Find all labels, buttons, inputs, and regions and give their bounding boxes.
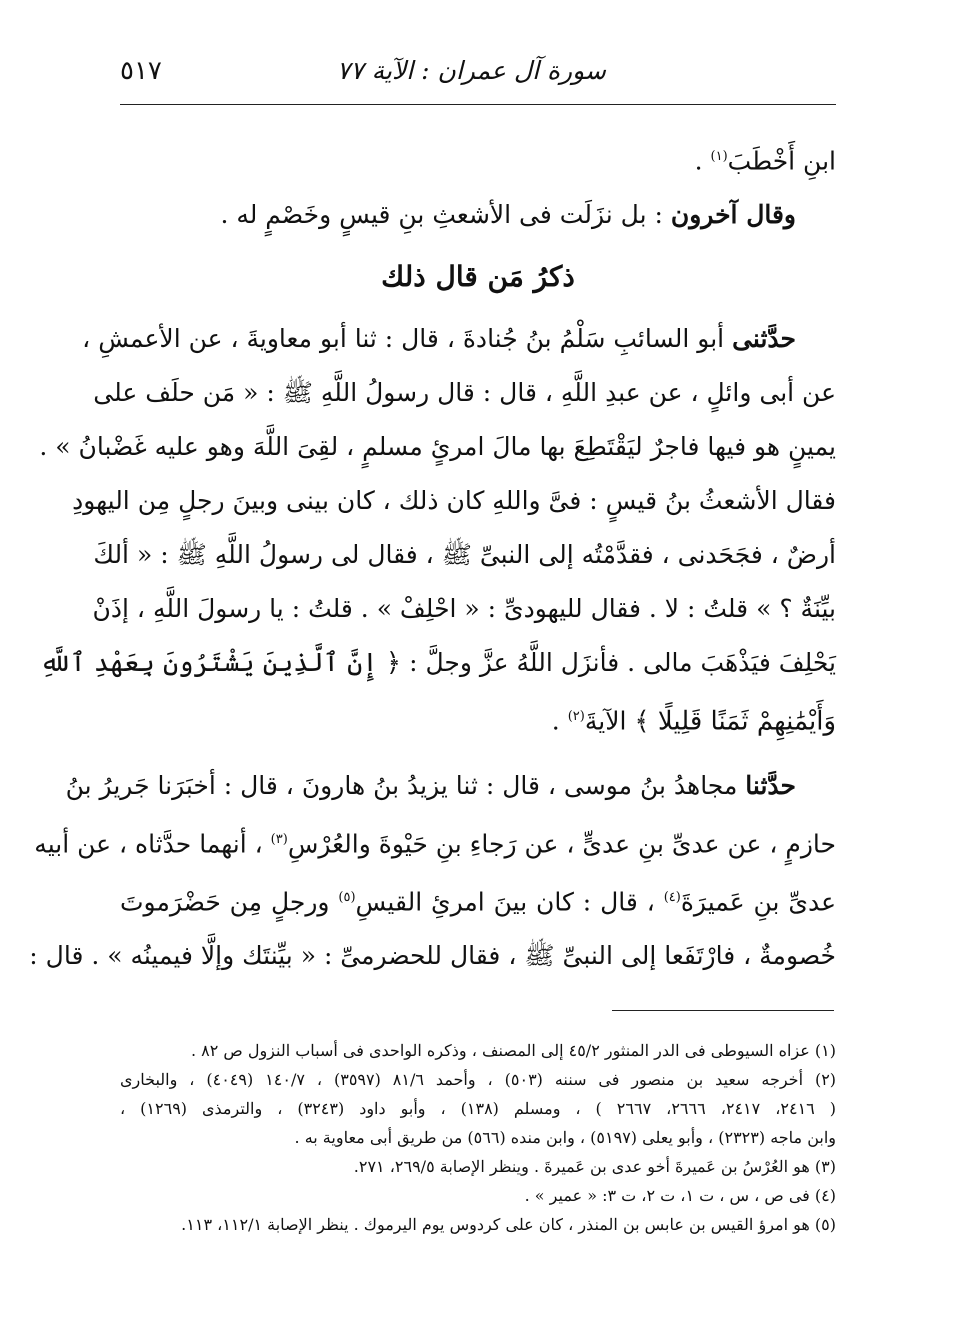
text-segment: مجاهدُ بنُ موسى ، قال : ثنا يزيدُ بنُ هارونَ ، قال : أخبَرَنا جَريرُ بنُ — [65, 770, 746, 800]
text-segment: : بل نزَلَت فى الأشعثِ بنِ قيسٍ وخَصْمٍ له . — [220, 200, 671, 230]
text-segment: ، قال : كان بينَ امرئِ القيسِ — [355, 887, 664, 917]
text-segment: ابنِ أَخْطَبَ — [727, 146, 836, 176]
footnote-marker: (٢) — [567, 709, 585, 725]
quran-verse: ﴿ إِنَّ ٱلَّذِينَ يَشْتَرُونَ بِعَهْدِ ٱللَّهِ — [39, 648, 402, 679]
footnote-marker: (٤) — [663, 889, 681, 905]
text-line — [82, 312, 836, 366]
footnote-4: (٤) فى ص ، س ، ت ١، ت ٢، ت ٣: « عمير » . — [524, 1186, 836, 1205]
text-line: فقال الأشعثُ بنُ قيسٍ : فىَّ واللهِ كان ذلك ، كان بينى وبينَ رجلٍ مِن اليهودِ — [72, 486, 836, 516]
page-number: ٥١٧ — [120, 56, 162, 86]
footnote-marker: (٣) — [270, 831, 288, 847]
footnote-5: (٥) هو امرؤ القيس بن عابس بن المنذر ، كان على كردوس يوم اليرموك . ينظر الإصابة ١١٢/١، ١١٣. — [181, 1215, 836, 1234]
section-heading: ذكرُ مَن قال ذلك — [381, 260, 575, 294]
text-segment: أبو السائبِ سَلْمُ بنُ جُنادةَ ، قال : ثنا أبو معاويةَ ، عن الأعمشِ ، — [82, 324, 733, 354]
page-header — [120, 48, 836, 100]
footnote-3: (٣) هو العُرْسُ بن عَميرةَ أخو عدى بن عَميرةَ . وينظر الإصابة ٢٦٩/٥، ٢٧١. — [353, 1157, 836, 1176]
footnote-2-line: (٢) أخرجه سعيد بن منصور فى سننه (٥٠٣) ، وأحمد ٨١/٦ (٣٥٩٧) ، ١٤٠/٧ (٤٠٤٩) ، والبخارى — [120, 1070, 837, 1089]
narration-label: حدَّثنى — [732, 324, 796, 354]
running-title: سورة آل عمران : الآية ٧٧ — [336, 56, 606, 85]
text-line — [120, 690, 836, 748]
footnote-divider — [612, 1010, 834, 1011]
quran-verse: وَأَيْمَٰنِهِمْ ثَمَنًا قَلِيلًا ﴾ — [634, 706, 836, 737]
footnote-2-line: وابن ماجه (٢٣٢٣) ، وأبو يعلى (٥١٩٧) ، وابن منده (٥٦٦) من طريق أبى معاوية به . — [294, 1128, 836, 1147]
footnote-marker: (٥) — [338, 889, 356, 905]
main-text — [29, 130, 836, 983]
text-line — [39, 636, 836, 690]
text-line: عن أبى وائلٍ ، عن عبدِ اللَّهِ ، قال : قال رسولُ اللَّهِ ﷺ : « مَن حلَف على — [93, 378, 836, 408]
text-segment: عدىِّ بنِ عَميرَةَ — [680, 887, 836, 917]
footnote-marker: (١) — [710, 149, 728, 164]
text-line — [34, 813, 836, 871]
footnote-2-line: ( ٢٤١٦، ٢٤١٧، ٢٦٦٦، ٢٦٦٧ ) ، ومسلم (١٣٨) ، وأبو داود (٣٢٤٣) ، والترمذى (١٢٦٩) ، — [120, 1099, 836, 1118]
text-segment: الآيةَ — [584, 706, 635, 736]
text-segment: ، أنهما حدَّثاه ، عن أبيه — [34, 828, 271, 858]
text-line: خُصومةٌ ، فارْتَفَعا إلى النبىِّ ﷺ ، فقال للحضرمىِّ : « بيِّنتَك وإلَّا فيمينُه » . قال : — [29, 941, 836, 971]
text-line: يمينٍ هو فيها فاجرٌ ليَقْتَطِعَ بها مالَ امرئٍ مسلمٍ ، لقِىَ اللَّهَ وهو عليه غَضْبانُ » . — [39, 432, 836, 462]
footnotes — [120, 1036, 836, 1239]
header-divider — [120, 104, 836, 105]
text-segment: . — [694, 146, 711, 176]
narration-label: حدَّثنا — [745, 770, 796, 800]
speaker-label: وقال آخرون — [670, 200, 796, 230]
text-segment: حازمٍ ، عن عدىِّ بنِ عدىٍّ ، عن رَجاءِ بنِ حَيْوةَ والعُرْسِ — [287, 828, 836, 858]
text-line: بيِّنَةٌ ؟ » قلتُ : لا . فقال لليهودىِّ : « احْلِفْ » . قلتُ : يا رسولَ اللَّهِ ، إذَنْ — [92, 594, 836, 624]
text-line: أرضٌ ، فجَحَدنى ، فقدَّمْتُه إلى النبىِّ ﷺ ، فقال لى رسولُ اللَّهِ ﷺ : « ألكَ — [93, 540, 836, 570]
text-line — [120, 130, 836, 188]
text-line — [65, 759, 836, 813]
text-segment: يَحْلِفَ فيَذْهَبَ مالى . فأنزَل اللَّهُ عزَّ وجلَّ : — [401, 648, 836, 678]
text-segment: ورجلٍ مِن حَضْرَموتَ — [120, 887, 339, 917]
text-line — [120, 871, 836, 929]
footnote-1: (١) عزاه السيوطى فى الدر المنثور ٤٥/٢ إلى المصنف ، وذكره الواحدى فى أسباب النزول ص ٨٢ . — [190, 1041, 836, 1060]
text-segment: . — [551, 706, 568, 736]
text-line — [120, 188, 836, 242]
